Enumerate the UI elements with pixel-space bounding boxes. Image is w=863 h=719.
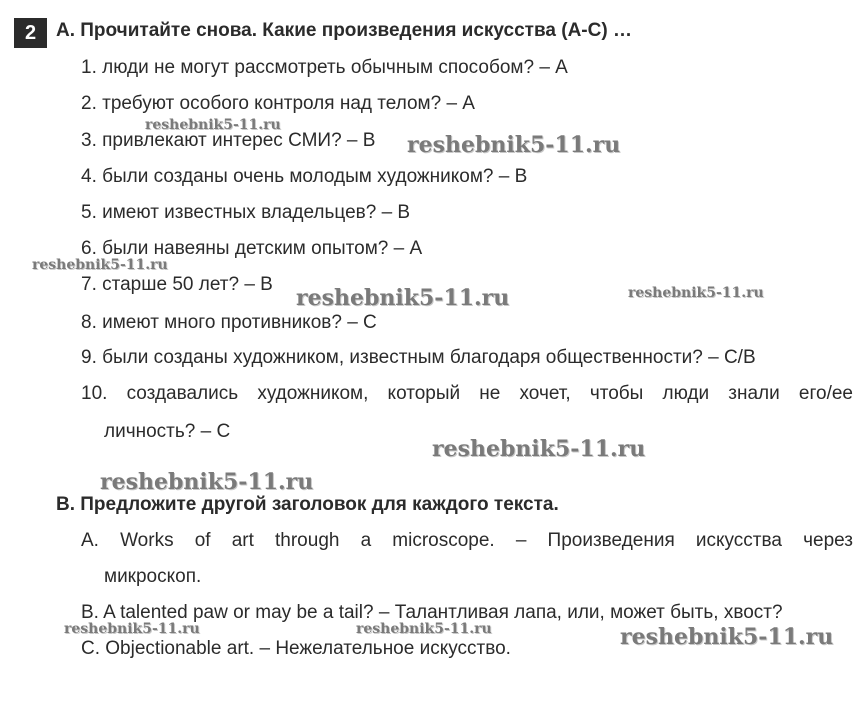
title-c: C. Objectionable art. – Нежелательное искусство. [81,638,511,659]
question-item-1: 1. люди не могут рассмотреть обычным способом? – A [81,57,568,78]
watermark: reshebnik5-11.ru [356,621,492,637]
watermark: reshebnik5-11.ru [145,117,281,133]
question-item-6: 6. были навеяны детским опытом? – A [81,238,423,259]
watermark: reshebnik5-11.ru [64,621,200,637]
task-number-badge: 2 [14,18,47,48]
question-item-4: 4. были созданы очень молодым художником? – B [81,166,528,187]
question-item-10: 10. создавались художником, который не хочет, чтобы люди знали его/ее [81,383,853,404]
watermark: reshebnik5-11.ru [407,132,621,158]
title-a-continued: микроскоп. [104,566,202,587]
watermark: reshebnik5-11.ru [620,624,834,650]
question-item-5: 5. имеют известных владельцев? – B [81,202,411,223]
watermark: reshebnik5-11.ru [432,436,646,462]
question-item-3: 3. привлекают интерес СМИ? – B [81,130,376,151]
title-a: A. Works of art through a microscope. – Произведения искусства через [81,530,853,551]
question-item-10-continued: личность? – C [104,421,231,442]
watermark: reshebnik5-11.ru [296,285,510,311]
part-b-heading: B. Предложите другой заголовок для каждого текста. [56,494,559,515]
title-b: B. A talented paw or may be a tail? – Талантливая лапа, или, может быть, хвост? [81,602,783,623]
question-item-9: 9. были созданы художником, известным благодаря общественности? – C/B [81,347,756,368]
watermark: reshebnik5-11.ru [628,285,764,301]
watermark: reshebnik5-11.ru [32,257,168,273]
question-item-7: 7. старше 50 лет? – B [81,274,273,295]
watermark: reshebnik5-11.ru [100,469,314,495]
question-item-2: 2. требуют особого контроля над телом? – A [81,93,475,114]
part-a-heading: A. Прочитайте снова. Какие произведения искусства (A-C) … [56,20,632,41]
question-item-8: 8. имеют много противников? – C [81,312,377,333]
